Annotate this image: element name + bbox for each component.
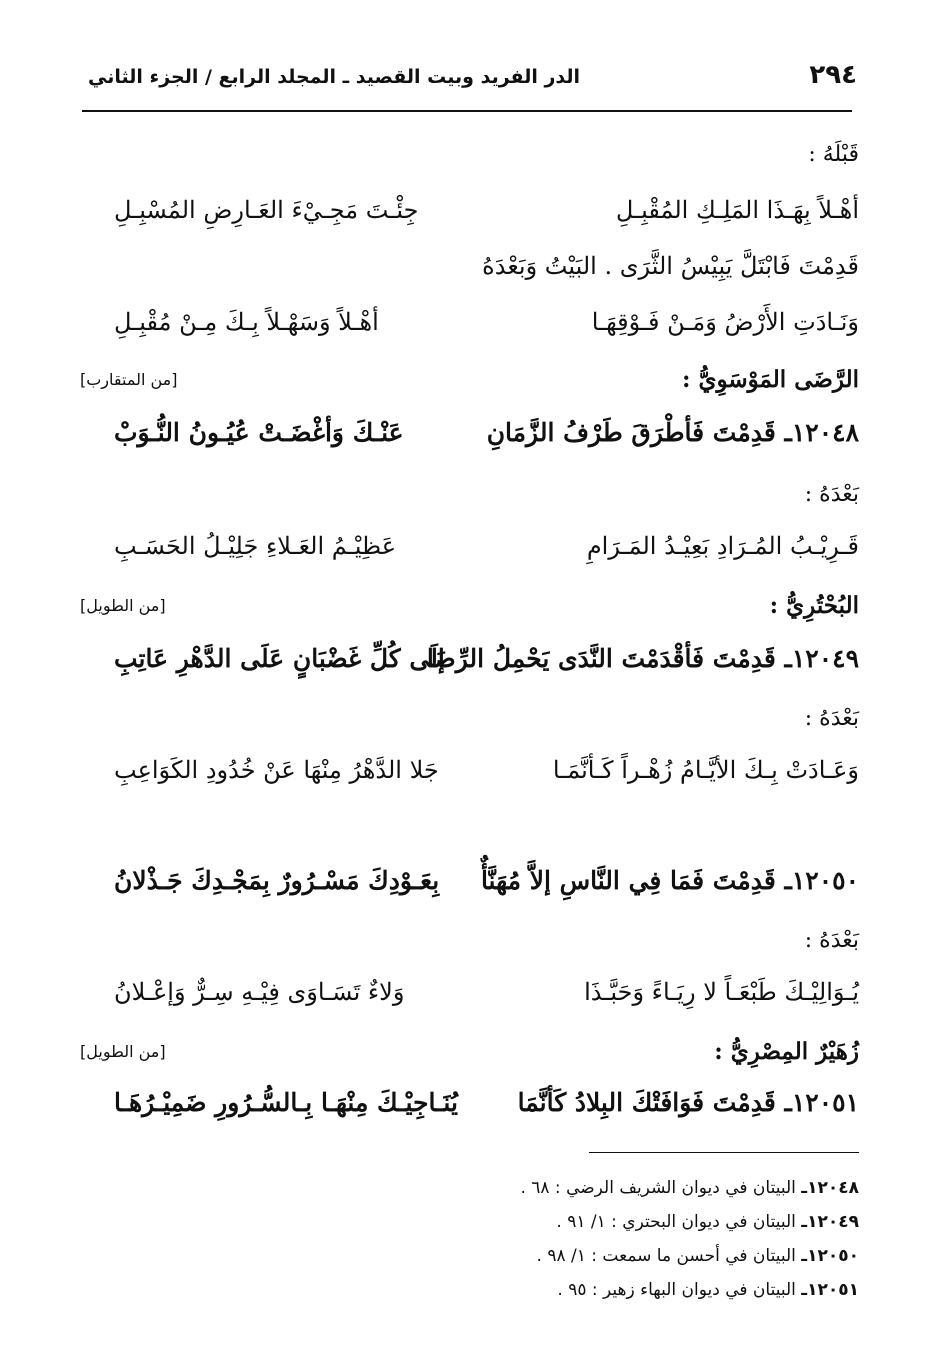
footnote-number: ١٢٠٥١ـ (801, 1280, 859, 1300)
numbered-verse (80, 418, 859, 460)
footnote (557, 1280, 859, 1300)
label-qablahu (80, 142, 859, 176)
verse-first-hemistich (426, 644, 859, 673)
verse-second-hemistich: جَلا الدَّهْرُ مِنْهَا عَنْ خُدُودِ الكَوَاعِبِ (114, 756, 439, 784)
footnote-text: البيتان في ديوان الشريف الرضي : ٦٨ . (520, 1178, 796, 1198)
poet-heading (80, 366, 859, 402)
page-number: ٢٩٤ (809, 60, 857, 90)
poet-name: البُحْتُرِيُّ : (769, 592, 859, 619)
verse-number: ١٢٠٥١ـ (784, 1088, 859, 1117)
verse-first-hemistich: قَـرِيْـبُ المُـرَادِ بَعِيْـدُ المَـرَامِ (586, 532, 859, 560)
numbered-verse (80, 866, 859, 908)
prose-text: قَدِمْتَ فَابْتَلَّ يَبِيْسُ الثَّرَى . البَيْتُ وَبَعْدَهُ (482, 252, 859, 280)
footnote-number: ١٢٠٤٩ـ (801, 1212, 859, 1232)
verse-second-hemistich: أهْـلاً وَسَهْـلاً بِـكَ مِـنْ مُقْبِـلِ (114, 308, 379, 336)
verse-line (80, 308, 859, 348)
verse-second-hemistich: عَظِيْـمُ العَـلاءِ جَلِيْـلُ الحَسَـبِ (114, 532, 397, 560)
label-text: بَعْدَهُ : (804, 706, 859, 731)
verse-second-hemistich: وَلاءٌ تَسَـاوَى فِيْـهِ سِـرٌّ وَإعْـلانُ (114, 978, 405, 1006)
label-text: قَبْلَهُ : (808, 142, 859, 167)
footnote-text: البيتان في ديوان البهاء زهير : ٩٥ . (557, 1280, 796, 1300)
verse-first-hemistich: وَعَـادَتْ بِـكَ الأيَّـامُ زُهْـراً كَـأنَّمَـا (552, 756, 859, 784)
verse-first-hemistich: وَنَـادَتِ الأَرْضُ وَمَـنْ فَـوْقِهَـا (591, 308, 859, 336)
label-badahu (80, 706, 859, 740)
verse-line (80, 196, 859, 236)
label-text: بَعْدَهُ : (804, 928, 859, 953)
verse-text: قَدِمْتَ فَمَا فِي النَّاسِ إلاَّ مُهَنَّأٌ (480, 866, 776, 895)
verse-first-hemistich: يُـوَالِيْـكَ طَبْعَـاً لا رِيَـاءً وَحَبَّـذَا (584, 978, 859, 1006)
footnote (537, 1246, 859, 1266)
footnote-text: البيتان في أحسن ما سمعت : ١/ ٩٨ . (536, 1246, 796, 1266)
poet-name: الرَّضَى المَوْسَوِيُّ : (681, 366, 859, 393)
verse-text: قَدِمْتَ فَأقْدَمْتَ النَّدَى يَحْمِلُ الرِّضَا (426, 644, 776, 673)
verse-line (80, 532, 859, 572)
poet-name: زُهَيْرٌ المِصْرِيُّ : (714, 1038, 859, 1065)
meter-label: [من المتقارب] (80, 370, 178, 389)
verse-second-hemistich: عَنْـكَ وَأغْضَـتْ عُيُـونُ النُّـوَبْ (114, 418, 404, 447)
meter-label: [من الطويل] (80, 1042, 166, 1061)
verse-number: ١٢٠٤٩ـ (784, 644, 859, 673)
label-badahu (80, 928, 859, 962)
verse-line (80, 756, 859, 796)
label-text: بَعْدَهُ : (804, 482, 859, 507)
poet-heading (80, 592, 859, 628)
footnote-rule (589, 1152, 859, 1153)
verse-text: قَدِمْتَ فَوَافَتْكَ البِلادُ كَأنَّمَا (517, 1088, 776, 1117)
prose-line (80, 252, 859, 292)
verse-number: ١٢٠٤٨ـ (784, 418, 859, 447)
verse-first-hemistich (486, 418, 859, 447)
verse-first-hemistich: أهْـلاً بِهَـذَا المَلِـكِ المُقْبِـلِ (615, 196, 859, 224)
verse-second-hemistich: جِئْـتَ مَجِـيْءَ العَـارِضِ المُسْبِـلِ (114, 196, 419, 224)
running-title: الدر الفريد وبيت القصيد ـ المجلد الرابع / الجزء الثاني (88, 66, 581, 88)
verse-second-hemistich: بِعَـوْدِكَ مَسْـرُورٌ بِمَجْـدِكَ جَـذْلانُ (114, 866, 440, 895)
footnote (556, 1212, 859, 1232)
header-rule (82, 110, 852, 112)
verse-text: قَدِمْتَ فَأطْرَقَ طَرْفُ الزَّمَانِ (486, 418, 776, 447)
verse-line (80, 978, 859, 1018)
poet-heading (80, 1038, 859, 1074)
numbered-verse (80, 1088, 859, 1130)
verse-number: ١٢٠٥٠ـ (784, 866, 859, 895)
footnote-number: ١٢٠٥٠ـ (801, 1246, 859, 1266)
footnote (520, 1178, 859, 1198)
footnote-text: البيتان في ديوان البحتري : ١/ ٩١ . (556, 1212, 796, 1232)
verse-first-hemistich (499, 1088, 859, 1117)
meter-label: [من الطويل] (80, 596, 166, 615)
footnote-number: ١٢٠٤٨ـ (801, 1178, 859, 1198)
verse-first-hemistich (480, 866, 859, 895)
verse-second-hemistich: يُنَـاجِيْـكَ مِنْهَـا بِـالسُّـرُورِ ضَمِيْـرُهَـا (114, 1088, 458, 1117)
label-badahu (80, 482, 859, 516)
verse-second-hemistich: إلَى كُلِّ غَضْبَانٍ عَلَى الدَّهْرِ عَاتِبِ (114, 644, 445, 673)
numbered-verse (80, 644, 859, 686)
